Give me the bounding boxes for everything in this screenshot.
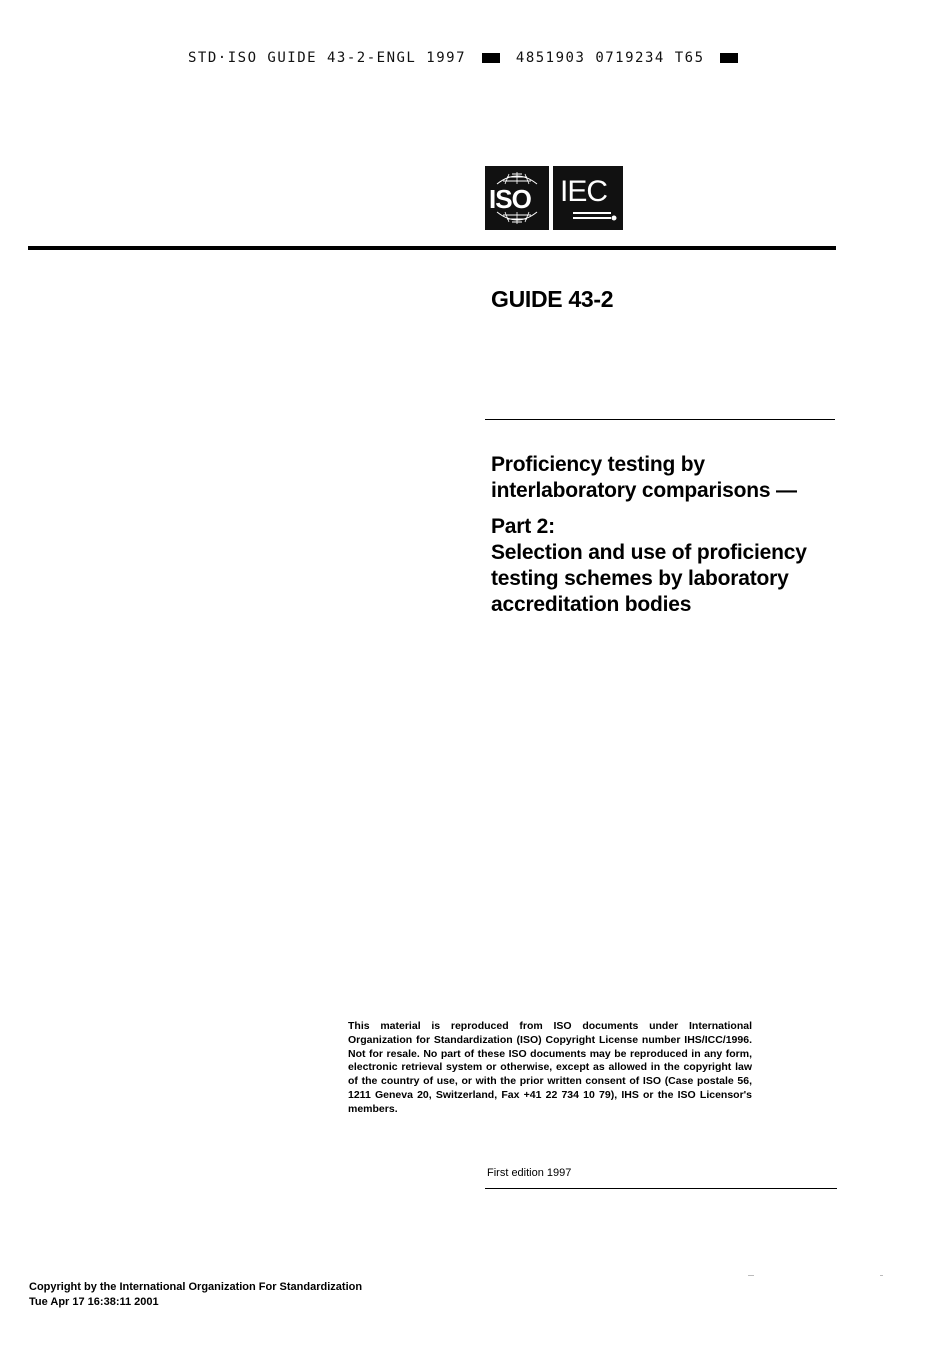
iso-logo-text: ISO: [489, 184, 531, 214]
document-title: [491, 452, 871, 618]
scan-speck: [880, 1275, 883, 1276]
title-divider: [485, 419, 835, 420]
copyright-notice: This material is reproduced from ISO documents under International Organization for Standardization (ISO) Copyright License number IHS/ICC/1996. Not for resale. No part of these ISO documents may be reproduced in any form, electronic retrieval system or otherwise, except as allowed in the copyright law of the country of use, or with the prior written consent of ISO (Case postale 56, 1211 Geneva 20, Switzerland, Fax +41 22 734 10 79), IHS or the ISO Licensor's members.: [348, 1020, 752, 1115]
part-title-line: accreditation bodies: [491, 593, 692, 616]
document-code-header: [188, 50, 744, 66]
edition-label: First edition 1997: [487, 1167, 572, 1179]
edition-divider: [485, 1188, 837, 1189]
iec-logo-text: IEC: [560, 175, 608, 208]
part-title-line: Selection and use of proficiency: [491, 541, 807, 564]
page-footer: [29, 1280, 362, 1310]
scan-speck: [748, 1275, 754, 1276]
redaction-block-end: [720, 53, 738, 63]
footer-copyright: Copyright by the International Organization For Standardization: [29, 1281, 363, 1293]
iso-logo: [485, 166, 549, 230]
part-title-line: testing schemes by laboratory: [491, 567, 789, 590]
guide-number: GUIDE 43-2: [491, 286, 614, 312]
title-line: interlaboratory comparisons —: [491, 479, 797, 502]
title-line: Proficiency testing by: [491, 453, 705, 476]
footer-timestamp: Tue Apr 17 16:38:11 2001: [29, 1296, 159, 1308]
part-label: Part 2:: [491, 515, 555, 538]
header-divider: [28, 246, 836, 250]
iso-iec-logo: [485, 166, 623, 230]
document-code-text: STD·ISO GUIDE 43-2-ENGL 1997: [188, 50, 467, 66]
iec-logo: [553, 166, 623, 230]
redaction-block: [482, 53, 500, 63]
document-code-number: 4851903 0719234 T65: [515, 50, 705, 66]
